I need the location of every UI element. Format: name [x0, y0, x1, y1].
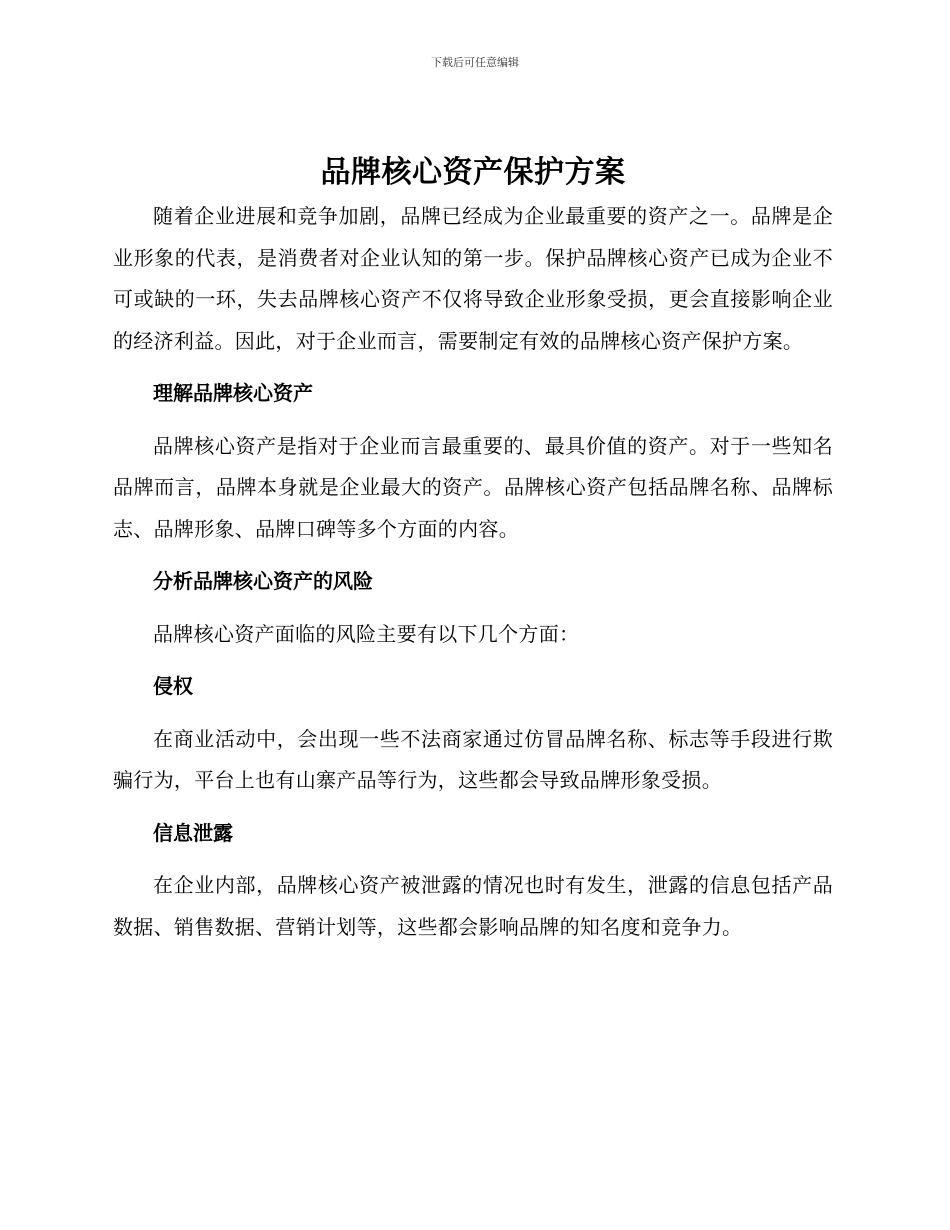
intro-paragraph: 随着企业进展和竞争加剧，品牌已经成为企业最重要的资产之一。品牌是企业形象的代表，是消费者对企业认知的第一步。保护品牌核心资产已成为企业不可或缺的一环，失去品牌核心资产不仅将导致企业形象受损，更会直接影响企业的经济利益。因此，对于企业而言，需要制定有效的品牌核心资产保护方案。 — [113, 204, 833, 353]
risk-paragraph: 品牌核心资产面临的风险主要有以下几个方面： — [153, 621, 580, 646]
understand-paragraph: 品牌核心资产是指对于企业而言最重要的、最具价值的资产。对于一些知名品牌而言，品牌本身就是企业最大的资产。品牌核心资产包括品牌名称、品牌标志、品牌形象、品牌口碑等多个方面的内容。 — [113, 433, 833, 541]
document-title: 品牌核心资产保护方案 — [320, 155, 626, 190]
section-heading-infringe: 侵权 — [153, 674, 193, 698]
section-heading-risk: 分析品牌核心资产的风险 — [153, 569, 373, 593]
section-heading-leak: 信息泄露 — [153, 820, 233, 845]
section-heading-understand: 理解品牌核心资产 — [153, 381, 313, 405]
header-note: 下载后可任意编辑 — [431, 56, 519, 69]
leak-paragraph: 在企业内部，品牌核心资产被泄露的情况也时有发生，泄露的信息包括产品数据、销售数据、营销计划等，这些都会影响品牌的知名度和竞争力。 — [113, 873, 833, 939]
document-body — [113, 150, 833, 948]
infringe-paragraph: 在商业活动中，会出现一些不法商家通过仿冒品牌名称、标志等手段进行欺骗行为，平台上也有山寨产品等行为，这些都会导致品牌形象受损。 — [113, 726, 833, 792]
